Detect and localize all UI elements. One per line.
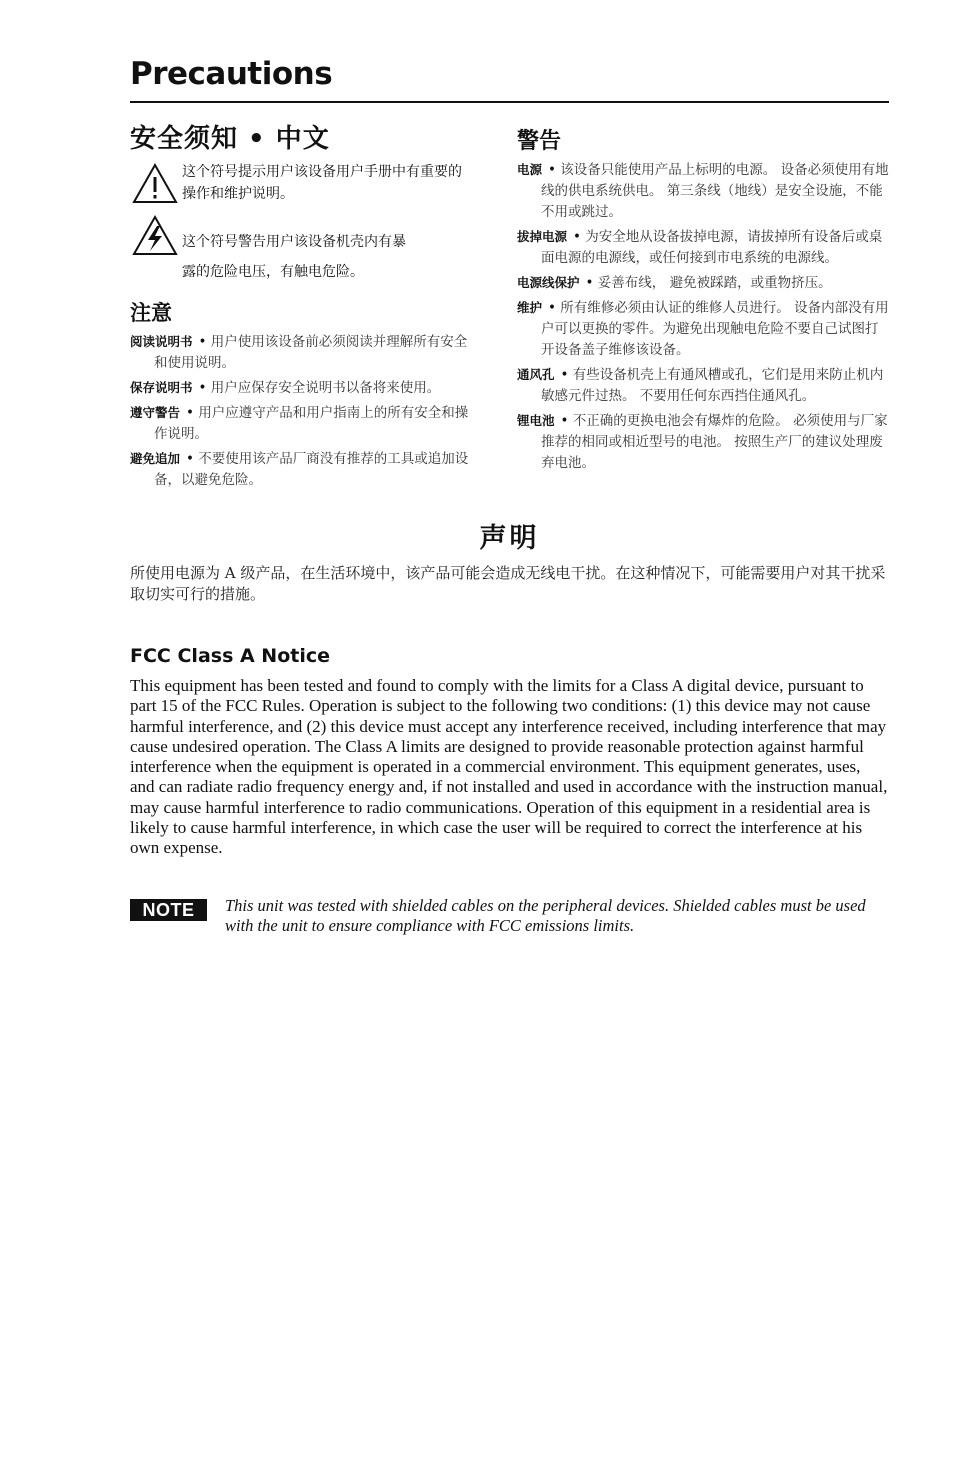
bullet: • (560, 413, 569, 429)
note-text: This unit was tested with shielded cables on the peripheral devices. Shielded cables must be used with the unit to ensure compliance with FCC emissions limits. (225, 896, 866, 935)
bullet: • (585, 275, 594, 291)
warning-item (517, 297, 889, 361)
warning-item-label: 维护 (517, 300, 543, 315)
note-badge: NOTE (130, 899, 207, 921)
caution-symbol-row (130, 161, 470, 207)
warning-item (517, 226, 889, 269)
warning-item-text: 该设备只能使用产品上标明的电源。 设备必须使用有地线的供电系统供电。 第三条线（地线）是安全设施，不能不用或跳过。 (541, 162, 889, 220)
warning-item (517, 410, 889, 474)
shock-symbol-row (130, 215, 470, 283)
chinese-section-title: 安全须知 • 中文 (130, 124, 330, 154)
electric-shock-triangle-icon (132, 215, 178, 257)
bullet: • (548, 300, 556, 316)
attention-item-text: 不要使用该产品厂商没有推荐的工具或追加设备，以避免危险。 (154, 451, 469, 488)
bullet: • (186, 451, 194, 467)
fcc-notice-text: This equipment has been tested and found to comply with the limits for a Class A digital device, pursuant to part 15 of the FCC Rules. Operation is subject to the following two conditions: (1) this device may not cause harmful interference, and (2) this device must accept any interference received, including interference that may cause undesired operation. The Class A limits are designed to provide reasonable protection against harmful interference when the equipment is operated in a commercial environment. This equipment generates, uses, and can radiate radio frequency energy and, if not installed and used in accordance with the instruction manual, may cause harmful interference to radio communications. Operation of this equipment in a residential area is likely to cause harmful interference, in which case the user will be required to correct the interference at his own expense. (130, 676, 888, 858)
page-title: Precautions (130, 56, 333, 92)
declaration-title: 声明 (479, 523, 540, 554)
warning-item-label: 锂电池 (517, 413, 555, 428)
warning-item (517, 364, 889, 407)
bullet: • (573, 229, 581, 245)
attention-item-label: 避免追加 (130, 451, 181, 466)
warning-item-label: 通风孔 (517, 367, 555, 382)
attention-item-label: 遵守警告 (130, 405, 181, 420)
declaration-text: 所使用电源为 A 级产品，在生活环境中，该产品可能会造成无线电干扰。在这种情况下，可能需要用户对其干扰采取切实可行的措施。 (130, 564, 886, 603)
warning-heading: 警告 (517, 129, 562, 154)
warning-item (517, 272, 889, 294)
attention-item-text: 用户应保存安全说明书以备将来使用。 (210, 380, 441, 396)
chinese-left-column (130, 118, 470, 494)
attention-item (130, 402, 470, 445)
attention-item-label: 保存说明书 (130, 380, 193, 395)
shock-symbol-text-line2: 露的危险电压，有触电危险。 (182, 264, 364, 280)
fcc-notice-title: FCC Class A Notice (130, 645, 331, 667)
caution-symbol-text: 这个符号提示用户该设备用户手册中有重要的操作和维护说明。 (182, 164, 462, 202)
attention-item (130, 448, 470, 491)
attention-item-text: 用户应遵守产品和用户指南上的所有安全和操作说明。 (154, 405, 469, 442)
bullet: • (560, 367, 569, 383)
attention-item (130, 377, 470, 399)
chinese-right-column (517, 118, 889, 477)
bullet: • (186, 405, 194, 421)
title-rule (130, 101, 889, 103)
attention-item-label: 阅读说明书 (130, 334, 193, 349)
warning-item-text: 为安全地从设备拔掉电源，请拔掉所有设备后或桌面电源的电源线，或任何接到市电系统的电源线。 (541, 229, 883, 266)
bullet: • (548, 162, 556, 178)
warning-item-text: 妥善布线， 避免被踩踏，或重物挤压。 (597, 275, 832, 291)
bullet: • (198, 380, 207, 396)
warning-item-text: 不正确的更换电池会有爆炸的危险。 必须使用与厂家推荐的相同或相近型号的电池。 按照生产厂的建议处理废弃电池。 (541, 413, 888, 471)
attention-item (130, 331, 470, 374)
attention-item-text: 用户使用该设备前必须阅读并理解所有安全和使用说明。 (154, 334, 468, 371)
attention-heading: 注意 (130, 301, 172, 325)
bullet: • (198, 334, 207, 350)
warning-item-label: 电源 (517, 162, 543, 177)
caution-triangle-icon (132, 163, 178, 205)
warning-item-text: 有些设备机壳上有通风槽或孔，它们是用来防止机内敏感元件过热。 不要用任何东西挡住通风孔。 (541, 367, 884, 404)
shock-symbol-text-line1: 这个符号警告用户该设备机壳内有暴 (182, 234, 406, 250)
warning-item-label: 电源线保护 (517, 275, 580, 290)
warning-item (517, 159, 889, 223)
warning-item-text: 所有维修必须由认证的维修人员进行。 设备内部没有用户可以更换的零件。为避免出现触电危险不要自己试图打开设备盖子维修该设备。 (541, 300, 889, 358)
warning-item-label: 拔掉电源 (517, 229, 568, 244)
